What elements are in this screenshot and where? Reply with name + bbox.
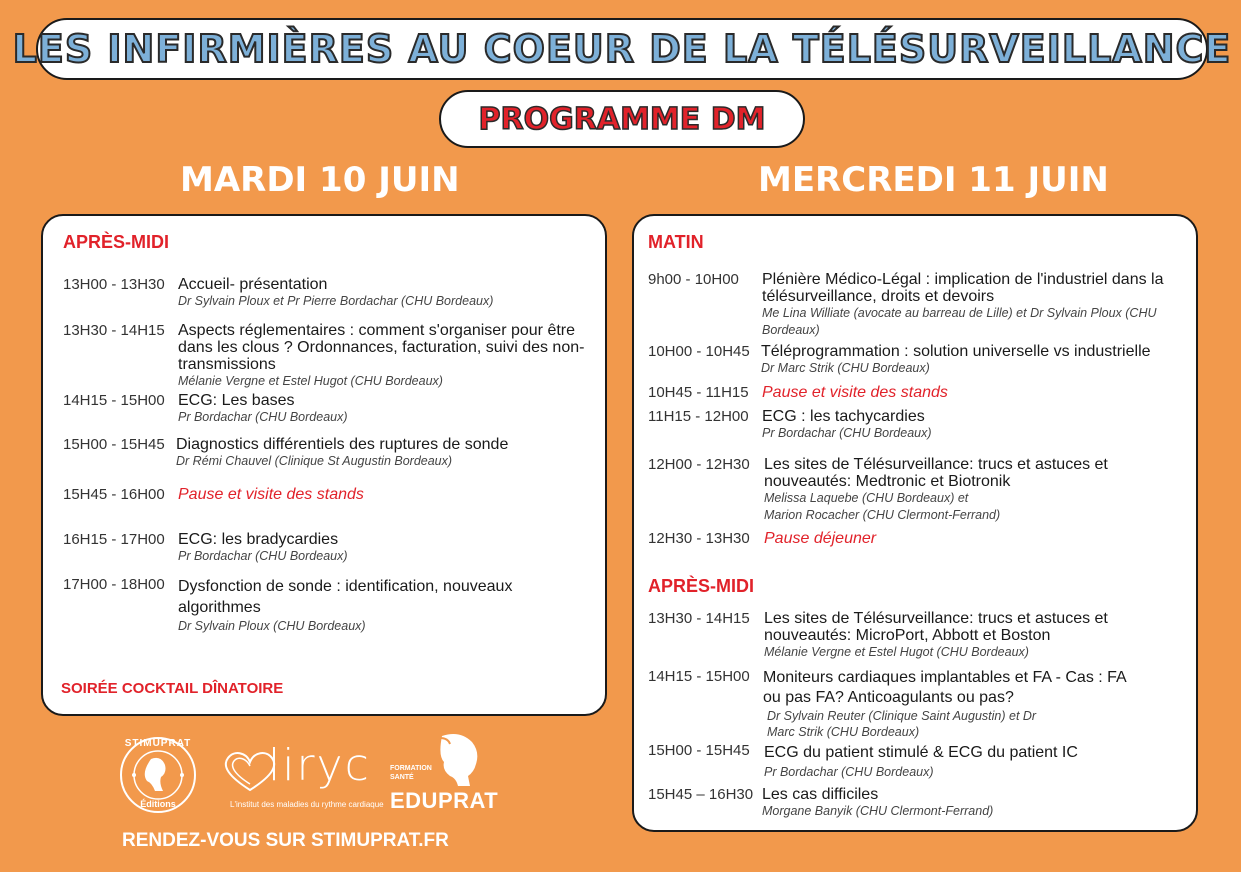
stimuprat-sub: Éditions bbox=[140, 799, 176, 809]
session-title: ECG : les tachycardies bbox=[762, 408, 925, 425]
day1-section-afternoon: APRÈS-MIDI bbox=[63, 232, 170, 252]
session-speakers: Morgane Banyik (CHU Clermont-Ferrand) bbox=[762, 804, 994, 818]
session-speakers: Dr Rémi Chauvel (Clinique St Augustin Bordeaux) bbox=[176, 454, 453, 468]
session-time: 11H15 - 12H00 bbox=[648, 408, 749, 425]
evening-event: SOIRÉE COCKTAIL DÎNATOIRE bbox=[61, 680, 284, 697]
session-speakers: Melissa Laquebe (CHU Bordeaux) et Marion Rocacher (CHU Clermont-Ferrand) bbox=[764, 491, 1001, 522]
day1-title: MARDI 10 JUIN bbox=[180, 160, 460, 200]
liryc-tagline: L'institut des maladies du rythme cardiaque bbox=[230, 800, 384, 809]
session-time: 13H30 - 14H15 bbox=[648, 610, 750, 627]
session-time: 15H00 - 15H45 bbox=[648, 742, 750, 759]
session-title: Les sites de Télésurveillance: trucs et astuces et nouveautés: MicroPort, Abbott et Boston bbox=[764, 610, 1108, 644]
session-speakers: Pr Bordachar (CHU Bordeaux) bbox=[762, 426, 932, 440]
session-title: Téléprogrammation : solution universelle vs industrielle bbox=[761, 343, 1151, 360]
session-time: 13H30 - 14H15 bbox=[63, 322, 165, 339]
session-time: 15H45 - 16H00 bbox=[63, 486, 165, 503]
footer-site-link[interactable]: STIMUPRAT.FR bbox=[310, 830, 449, 851]
session-title: ECG: les bradycardies bbox=[178, 531, 339, 548]
session-title: Les sites de Télésurveillance: trucs et astuces et nouveautés: Medtronic et Biotronik bbox=[764, 456, 1108, 490]
session-speakers: Pr Bordachar (CHU Bordeaux) bbox=[764, 765, 934, 779]
session-time: 12H00 - 12H30 bbox=[648, 456, 750, 473]
day2-title: MERCREDI 11 JUIN bbox=[758, 160, 1109, 200]
profile-face-icon bbox=[430, 728, 490, 788]
session-speakers: Pr Bordachar (CHU Bordeaux) bbox=[178, 549, 348, 563]
day2-section-afternoon: APRÈS-MIDI bbox=[648, 576, 755, 596]
session-speakers: Pr Bordachar (CHU Bordeaux) bbox=[178, 410, 348, 424]
session-time: 14H15 - 15H00 bbox=[648, 668, 750, 685]
eduprat-name: EDUPRAT bbox=[390, 788, 499, 813]
session-title: Moniteurs cardiaques implantables et FA - Cas : FA ou pas FA? Anticoagulants ou pas? bbox=[763, 669, 1126, 706]
session-title: Diagnostics différentiels des ruptures de sonde bbox=[176, 436, 509, 453]
day1-panel bbox=[41, 214, 607, 716]
session-pause: Pause déjeuner bbox=[764, 530, 877, 547]
session-time: 17H00 - 18H00 bbox=[63, 576, 165, 593]
footer-prefix: RENDEZ-VOUS SUR bbox=[122, 830, 311, 851]
session-time: 15H45 – 16H30 bbox=[648, 786, 754, 803]
session-title: ECG: Les bases bbox=[178, 392, 295, 409]
eduprat-logo bbox=[390, 728, 510, 818]
day2-panel bbox=[632, 214, 1198, 832]
day2-section-morning: MATIN bbox=[648, 232, 704, 252]
session-title: ECG du patient stimulé & ECG du patient IC bbox=[764, 744, 1078, 761]
session-time: 10H00 - 10H45 bbox=[648, 343, 750, 360]
session-time: 14H15 - 15H00 bbox=[63, 392, 165, 409]
event-title: LES INFIRMIÈRES AU COEUR DE LA TÉLÉSURVEILLANCE bbox=[12, 27, 1232, 71]
stimuprat-name: STIMUPRAT bbox=[124, 738, 192, 749]
session-pause: Pause et visite des stands bbox=[762, 384, 948, 401]
program-subtitle: PROGRAMME DM bbox=[478, 101, 766, 137]
session-title: Les cas difficiles bbox=[762, 786, 879, 803]
session-title: Accueil- présentation bbox=[178, 276, 328, 293]
session-speakers: Dr Sylvain Ploux (CHU Bordeaux) bbox=[178, 619, 366, 633]
session-speakers: Mélanie Vergne et Estel Hugot (CHU Bordeaux) bbox=[764, 645, 1029, 659]
liryc-logo bbox=[220, 740, 384, 815]
session-title: Dysfonction de sonde : identification, nouveaux algorithmes bbox=[178, 578, 513, 616]
session-time: 10H45 - 11H15 bbox=[648, 384, 749, 401]
footer-cta bbox=[122, 830, 449, 852]
session-time: 13H00 - 13H30 bbox=[63, 276, 165, 293]
session-title: Plénière Médico-Légal : implication de l'industriel dans la télésurveillance, droits et devoirs bbox=[762, 271, 1164, 305]
session-speakers: Dr Sylvain Ploux et Pr Pierre Bordachar (CHU Bordeaux) bbox=[178, 294, 494, 308]
session-speakers: Mélanie Vergne et Estel Hugot (CHU Bordeaux) bbox=[178, 374, 443, 388]
session-speakers: Dr Sylvain Reuter (Clinique Saint Augustin) et Dr Marc Strik (CHU Bordeaux) bbox=[767, 709, 1037, 739]
session-time: 12H30 - 13H30 bbox=[648, 530, 750, 547]
subtitle-banner bbox=[439, 90, 805, 148]
session-speakers: Me Lina Williate (avocate au barreau de Lille) et Dr Sylvain Ploux (CHU Bordeaux) bbox=[762, 306, 1157, 337]
session-speakers: Dr Marc Strik (CHU Bordeaux) bbox=[761, 361, 930, 375]
stimuprat-logo bbox=[118, 735, 198, 815]
session-time: 9h00 - 10H00 bbox=[648, 271, 739, 288]
session-pause: Pause et visite des stands bbox=[178, 486, 364, 503]
session-time: 15H00 - 15H45 bbox=[63, 436, 165, 453]
session-time: 16H15 - 17H00 bbox=[63, 531, 165, 548]
eduprat-top: FORMATION SANTÉ bbox=[390, 765, 432, 781]
title-banner bbox=[12, 18, 1232, 80]
session-title: Aspects réglementaires : comment s'organiser pour être dans les clous ? Ordonnances, facturation, suivi des non-transmissions bbox=[178, 322, 585, 373]
liryc-name: liryc bbox=[268, 740, 371, 791]
